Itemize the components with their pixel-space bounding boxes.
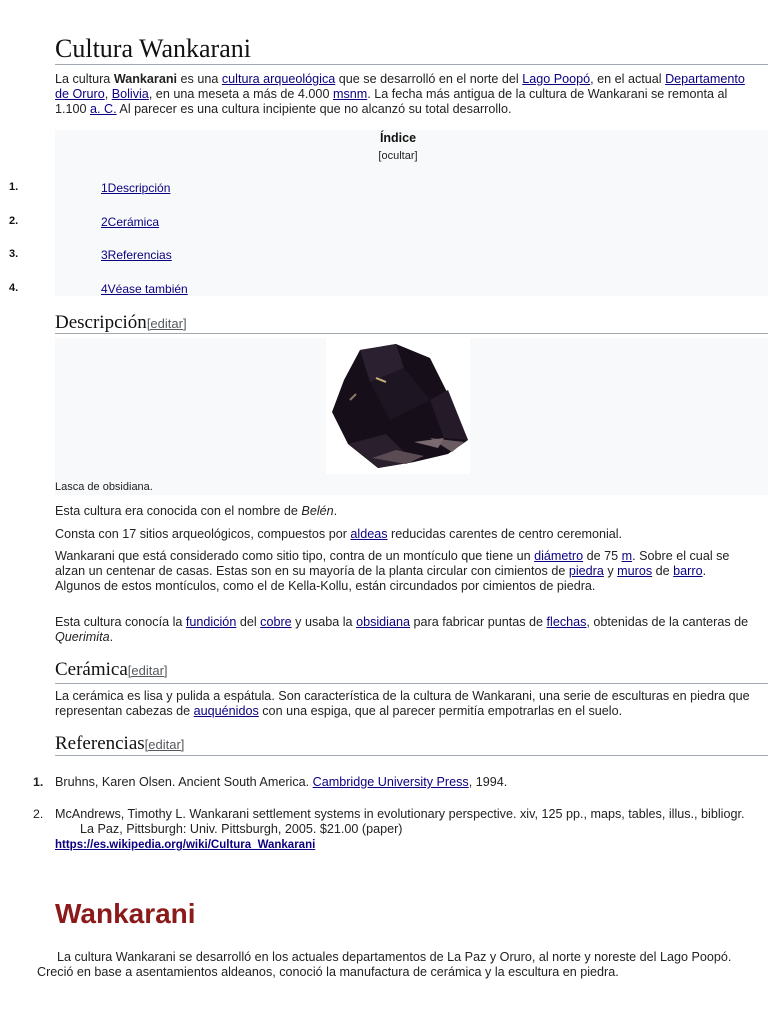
wankarani-heading: Wankarani xyxy=(55,898,196,929)
intro-text: , en una meseta a más de 4.000 xyxy=(148,87,333,101)
edit-link[interactable]: [editar] xyxy=(144,737,185,752)
paragraph-text: de xyxy=(652,564,674,578)
toc-link-referencias[interactable]: 3Referencias xyxy=(101,248,172,262)
link-flechas[interactable]: flechas xyxy=(546,615,587,629)
paragraph-text: Esta cultura era conocida con el nombre de xyxy=(55,504,302,518)
section-title: Descripción xyxy=(55,312,147,333)
paragraph-text: y usaba la xyxy=(291,615,357,629)
reference-number: 1. xyxy=(33,775,44,789)
paragraph-text: del xyxy=(236,615,261,629)
descripcion-paragraph-3 xyxy=(55,549,751,594)
intro-text: . La fecha más antigua de la cultura de Wankarani se remonta al 1.100 xyxy=(55,87,728,116)
section-heading-ceramica xyxy=(55,659,168,681)
intro-text: es una xyxy=(177,72,222,86)
toc-title: Índice xyxy=(379,131,417,145)
section-title: Cerámica xyxy=(55,659,128,680)
link-cobre[interactable]: cobre xyxy=(260,615,292,629)
edit-link[interactable]: [editar] xyxy=(127,663,168,678)
ceramica-paragraph xyxy=(55,689,755,719)
wankarani-paragraph xyxy=(37,950,737,980)
section-divider xyxy=(55,333,768,334)
intro-paragraph xyxy=(55,72,745,117)
link-cultura-arqueologica[interactable]: cultura arqueológica xyxy=(221,72,336,86)
paragraph-text: Esta cultura conocía la xyxy=(55,615,186,629)
link-cambridge-university-press[interactable]: Cambridge University Press xyxy=(312,775,469,789)
link-departamento-oruro[interactable]: Departamento de Oruro xyxy=(55,72,745,101)
descripcion-paragraph-2 xyxy=(55,527,755,542)
figure-caption: Lasca de obsidiana. xyxy=(55,481,153,493)
paragraph-text: . xyxy=(109,630,114,644)
intro-text: , en el actual xyxy=(590,72,666,86)
intro-text: La cultura xyxy=(55,72,114,86)
toc-item-number: 3. xyxy=(9,248,19,260)
toc-link-ceramica[interactable]: 2Cerámica xyxy=(101,215,160,229)
reference-item-2: McAndrews, Timothy L. Wankarani settlement systems in evolutionary perspective. xiv, 125 pp., maps, tables, illus., bibliogr. La Paz, Pittsburgh: Univ. Pittsburgh, 2005. $21.00 (paper) xyxy=(55,807,745,836)
link-fundicion[interactable]: fundición xyxy=(185,615,237,629)
toc-item-number: 1. xyxy=(9,181,19,193)
reference-number: 2. xyxy=(33,807,44,821)
toc-hide-toggle[interactable]: [ocultar] xyxy=(378,150,418,162)
reference-text: Bruhns, Karen Olsen. Ancient South America. xyxy=(55,775,313,789)
link-barro[interactable]: barro xyxy=(673,564,703,578)
link-obsidiana[interactable]: obsidiana xyxy=(356,615,410,629)
link-ac[interactable]: a. C. xyxy=(90,102,117,116)
intro-bold: Wankarani xyxy=(113,72,178,86)
descripcion-paragraph-4 xyxy=(55,615,755,645)
obsidian-illustration xyxy=(326,338,470,474)
paragraph-italic: Querimita xyxy=(55,630,110,644)
descripcion-paragraph-1 xyxy=(55,504,755,519)
edit-link[interactable]: [editar] xyxy=(146,316,187,331)
link-muros[interactable]: muros xyxy=(617,564,653,578)
toc-item-number: 4. xyxy=(9,282,19,294)
paragraph-text: . xyxy=(333,504,338,518)
paragraph-text: . Algunos de estos montículos, como el de Kella-Kollu, están circundados por cimientos de piedra. xyxy=(55,564,707,593)
link-bolivia[interactable]: Bolivia xyxy=(111,87,149,101)
link-aldeas[interactable]: aldeas xyxy=(350,527,388,541)
paragraph-text: de 75 xyxy=(583,549,622,563)
page-title: Cultura Wankarani xyxy=(55,34,251,63)
section-divider xyxy=(55,683,768,684)
toc-link-descripcion[interactable]: 1Descripción xyxy=(101,181,171,195)
paragraph-text: Consta con 17 sitios arqueológicos, compuestos por xyxy=(55,527,351,541)
section-heading-descripcion xyxy=(55,312,187,334)
paragraph-text: , obtenidas de la canteras de xyxy=(586,615,749,629)
section-heading-referencias xyxy=(55,733,184,755)
link-msnm[interactable]: msnm xyxy=(332,87,368,101)
link-m[interactable]: m xyxy=(621,549,633,563)
reference-item-1 xyxy=(55,775,755,790)
obsidian-image[interactable] xyxy=(326,338,470,474)
source-url-link[interactable]: https://es.wikipedia.org/wiki/Cultura_Wankarani xyxy=(55,839,316,851)
reference-text: , 1994. xyxy=(468,775,508,789)
title-divider xyxy=(55,64,768,65)
toc-item-number: 2. xyxy=(9,215,19,227)
intro-text: que se desarrolló en el norte del xyxy=(335,72,523,86)
paragraph-text: con una espiga, que al parecer permitía empotrarlas en el suelo. xyxy=(258,704,623,718)
link-auquenidos[interactable]: auquénidos xyxy=(193,704,259,718)
paragraph-text: . Sobre el cual se alzan un centenar de casas. Estas son en su mayoría de la planta circular con cimientos de xyxy=(55,549,730,578)
paragraph-text: Wankarani que está considerado como sitio tipo, contra de un montículo que tiene un xyxy=(55,549,535,563)
section-divider xyxy=(55,755,768,756)
intro-text: , xyxy=(104,87,112,101)
paragraph-italic: Belén xyxy=(301,504,334,518)
paragraph-text: y xyxy=(603,564,618,578)
paragraph-text: La cerámica es lisa y pulida a espátula. Son característica de la cultura de Wankarani, una serie de esculturas en piedra que representan cabezas de xyxy=(55,689,750,718)
link-diametro[interactable]: diámetro xyxy=(534,549,584,563)
intro-text: Al parecer es una cultura incipiente que no alcanzó su total desarrollo. xyxy=(116,102,512,116)
paragraph-text: para fabricar puntas de xyxy=(410,615,547,629)
toc-link-vease-tambien[interactable]: 4Véase también xyxy=(101,282,188,296)
section-title: Referencias xyxy=(55,733,145,754)
paragraph-text: reducidas carentes de centro ceremonial. xyxy=(387,527,623,541)
link-piedra[interactable]: piedra xyxy=(568,564,604,578)
paragraph-text: La cultura Wankarani se desarrolló en los actuales departamentos de La Paz y Oruro, al norte y noreste del Lago Poopó. Creció en base a asentamientos aldeanos, conoció la manufactura de cerámica y la escultura en piedra. xyxy=(37,950,732,979)
link-lago-poopo[interactable]: Lago Poopó xyxy=(522,72,591,86)
